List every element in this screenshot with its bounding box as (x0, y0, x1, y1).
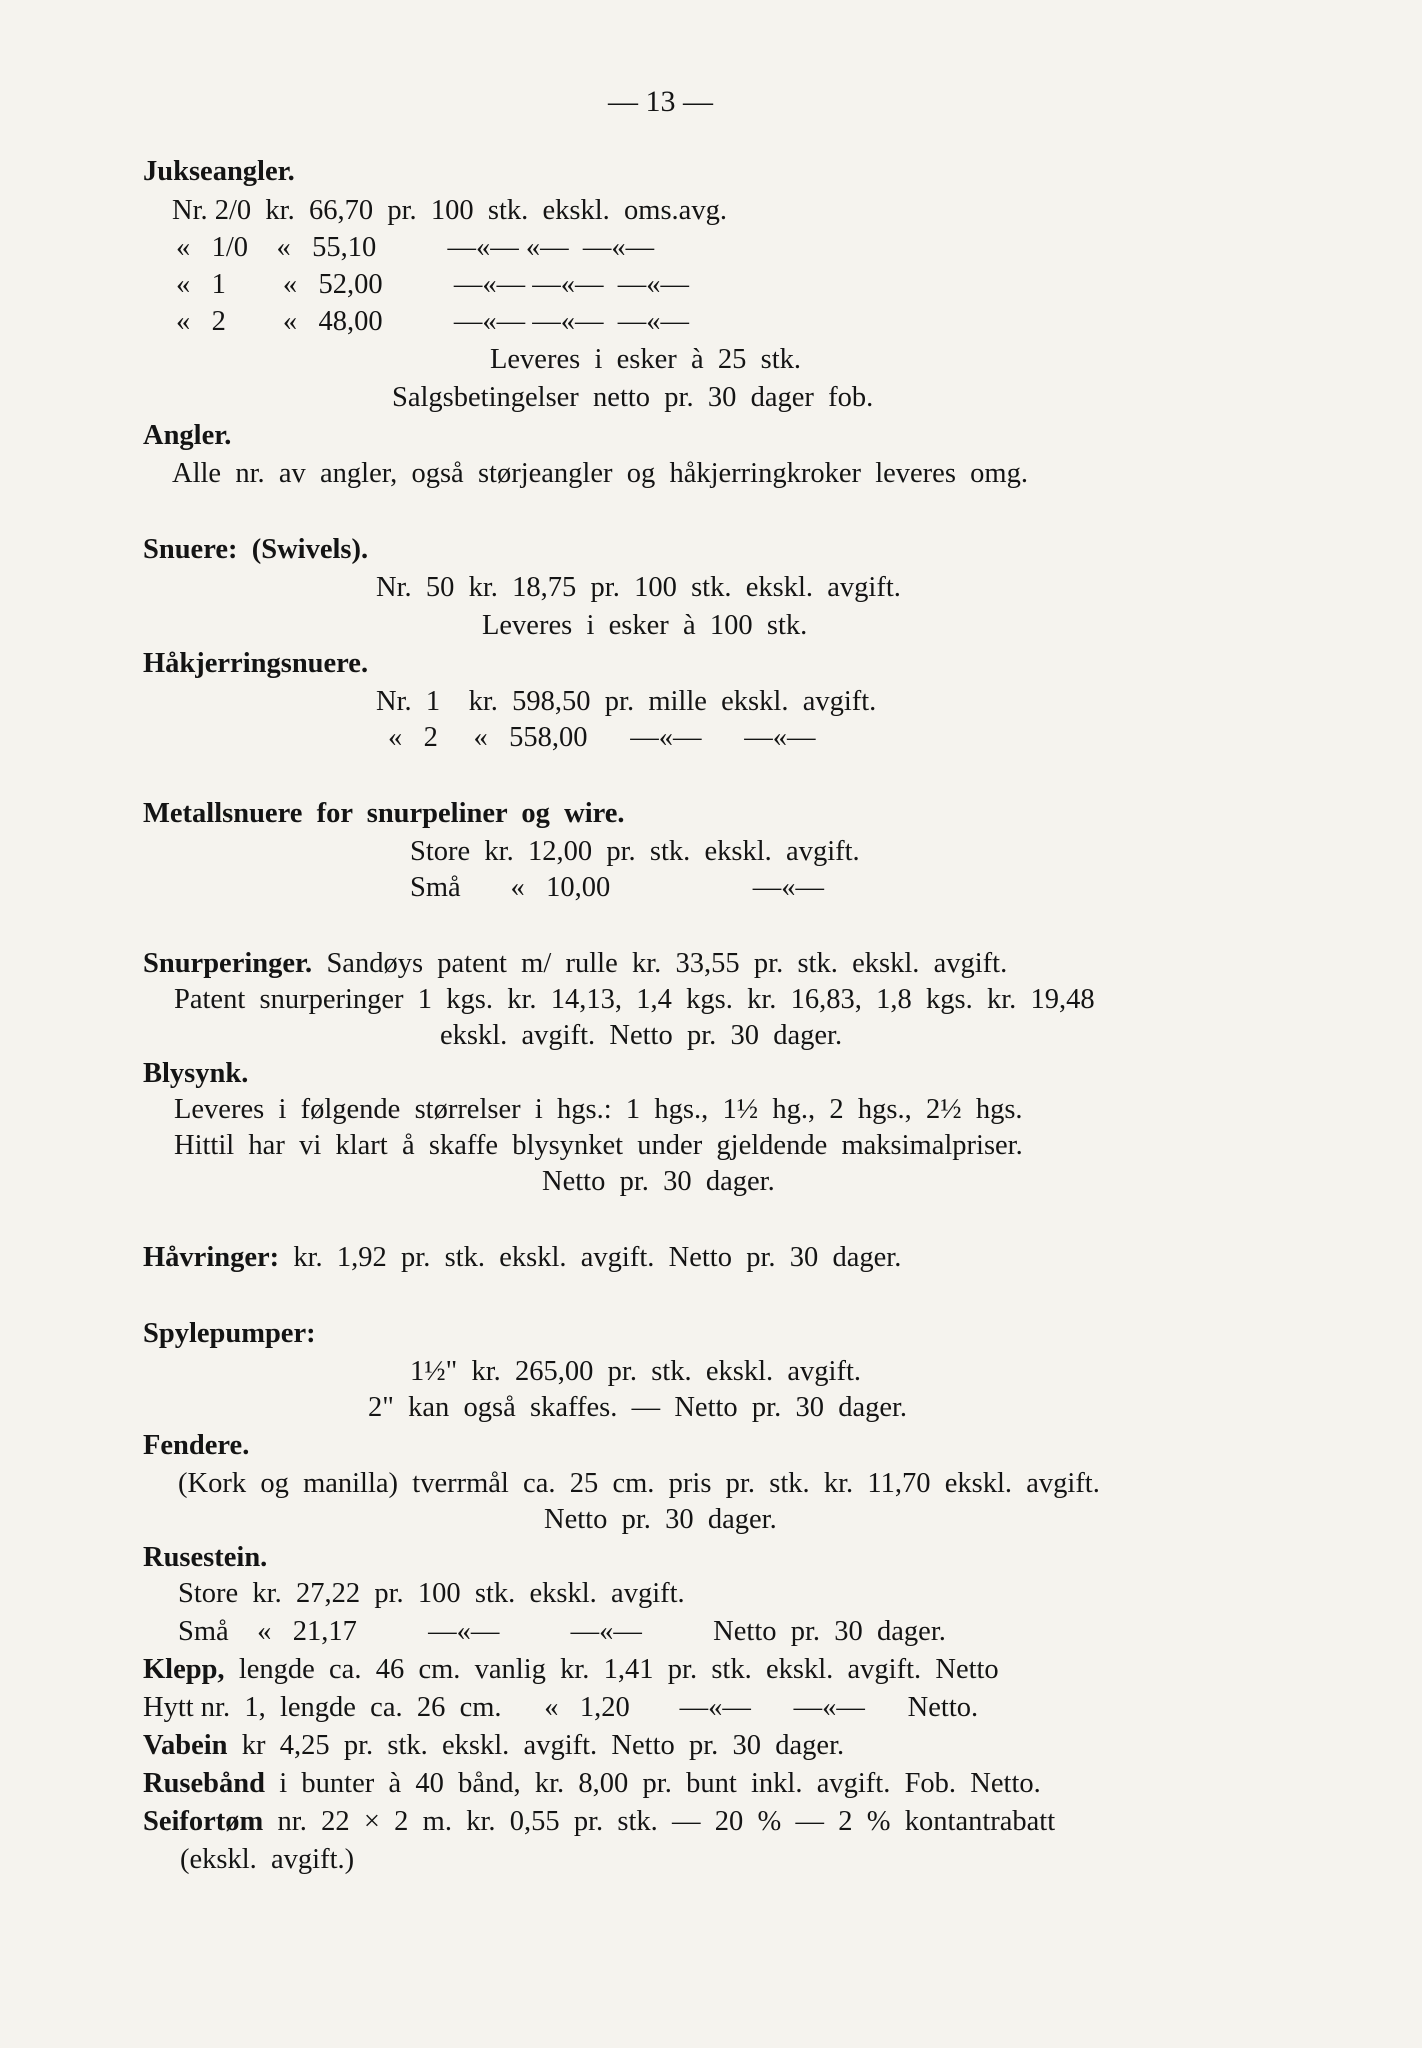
text-line-content (143, 948, 1007, 979)
run-in-text: Sandøys patent m/ rulle kr. 33,55 pr. stk. ekskl. avgift. (312, 948, 1008, 979)
text-line: ekskl. avgift. Netto pr. 30 dager. (440, 1020, 843, 1051)
text-line: Leveres i esker à 25 stk. (490, 344, 802, 375)
text-line: 2" kan også skaffes. — Netto pr. 30 dager. (368, 1392, 908, 1423)
run-in-heading: Håvringer: (143, 1242, 280, 1273)
text-line: « 2 « 558,00 —«— —«— (388, 722, 816, 753)
text-line: (Kork og manilla) tverrmål ca. 25 cm. pris pr. stk. kr. 11,70 ekskl. avgift. (178, 1468, 1100, 1499)
heading-spylepumper: Spylepumper: (143, 1318, 316, 1349)
run-in-text: i bunter à 40 bånd, kr. 8,00 pr. bunt inkl. avgift. Fob. Netto. (264, 1768, 1041, 1799)
text-line: Hytt nr. 1, lengde ca. 26 cm. « 1,20 —«— —«— Netto. (143, 1692, 979, 1723)
text-line: Patent snurperinger 1 kgs. kr. 14,13, 1,4 kgs. kr. 16,83, 1,8 kgs. kr. 19,48 (174, 984, 1095, 1015)
text-line: Store kr. 12,00 pr. stk. ekskl. avgift. (410, 836, 860, 867)
text-line: Salgsbetingelser netto pr. 30 dager fob. (392, 382, 874, 413)
text-line: « 2 « 48,00 —«— —«— —«— (176, 306, 689, 337)
text-line: « 1 « 52,00 —«— —«— —«— (176, 269, 689, 300)
text-line: Leveres i esker à 100 stk. (482, 610, 808, 641)
text-line: Små « 10,00 —«— (410, 872, 825, 903)
text-line (143, 1804, 1055, 1840)
text-line: Netto pr. 30 dager. (544, 1504, 777, 1535)
text-line (143, 1240, 901, 1276)
text-line: Nr. 50 kr. 18,75 pr. 100 stk. ekskl. avgift. (376, 572, 901, 603)
text-line: Alle nr. av angler, også størjeangler og håkjerringkroker leveres omg. (172, 458, 1028, 489)
run-in-text: lengde ca. 46 cm. vanlig kr. 1,41 pr. stk. ekskl. avgift. Netto (224, 1654, 999, 1685)
text-line: Små « 21,17 —«— —«— Netto pr. 30 dager. (178, 1616, 946, 1647)
run-in-heading: Rusebånd (143, 1768, 265, 1799)
text-line: « 1/0 « 55,10 —«— «— —«— (176, 232, 655, 263)
run-in-heading: Seifortøm (143, 1806, 264, 1837)
text-line: Netto pr. 30 dager. (542, 1166, 775, 1197)
text-line: Nr. 1 kr. 598,50 pr. mille ekskl. avgift. (376, 686, 877, 717)
run-in-text: kr. 1,92 pr. stk. ekskl. avgift. Netto pr. 30 dager. (279, 1242, 902, 1273)
text-line (143, 946, 1007, 982)
text-line: 1½" kr. 265,00 pr. stk. ekskl. avgift. (410, 1356, 861, 1387)
page-number: — 13 — (608, 85, 713, 118)
text-line (143, 1728, 844, 1764)
text-line: (ekskl. avgift.) (180, 1844, 355, 1875)
text-line: Nr. 2/0 kr. 66,70 pr. 100 stk. ekskl. oms.avg. (172, 195, 727, 226)
text-line (143, 1652, 999, 1688)
heading-rusestein: Rusestein. (143, 1542, 268, 1573)
heading-jukseangler: Jukseangler. (143, 156, 295, 187)
heading-snuere: Snuere: (Swivels). (143, 534, 369, 565)
heading-metallsnuere: Metallsnuere for snurpeliner og wire. (143, 798, 625, 829)
heading-angler: Angler. (143, 420, 232, 451)
text-line: Leveres i følgende størrelser i hgs.: 1 hgs., 1½ hg., 2 hgs., 2½ hgs. (174, 1094, 1023, 1125)
heading-hakjerringsnuere: Håkjerringsnuere. (143, 648, 369, 679)
text-line: Hittil har vi klart å skaffe blysynket under gjeldende maksimalpriser. (174, 1130, 1023, 1161)
text-line (143, 1766, 1041, 1802)
heading-blysynk: Blysynk. (143, 1058, 249, 1089)
run-in-text: nr. 22 × 2 m. kr. 0,55 pr. stk. — 20 % — 2 % kontantrabatt (263, 1806, 1056, 1837)
run-in-heading: Klepp, (143, 1654, 225, 1685)
heading-fendere: Fendere. (143, 1430, 250, 1461)
run-in-heading: Vabein (143, 1730, 228, 1761)
run-in-text: kr 4,25 pr. stk. ekskl. avgift. Netto pr. 30 dager. (227, 1730, 845, 1761)
text-line: Store kr. 27,22 pr. 100 stk. ekskl. avgift. (178, 1578, 685, 1609)
run-in-heading: Snurperinger. (143, 948, 313, 979)
